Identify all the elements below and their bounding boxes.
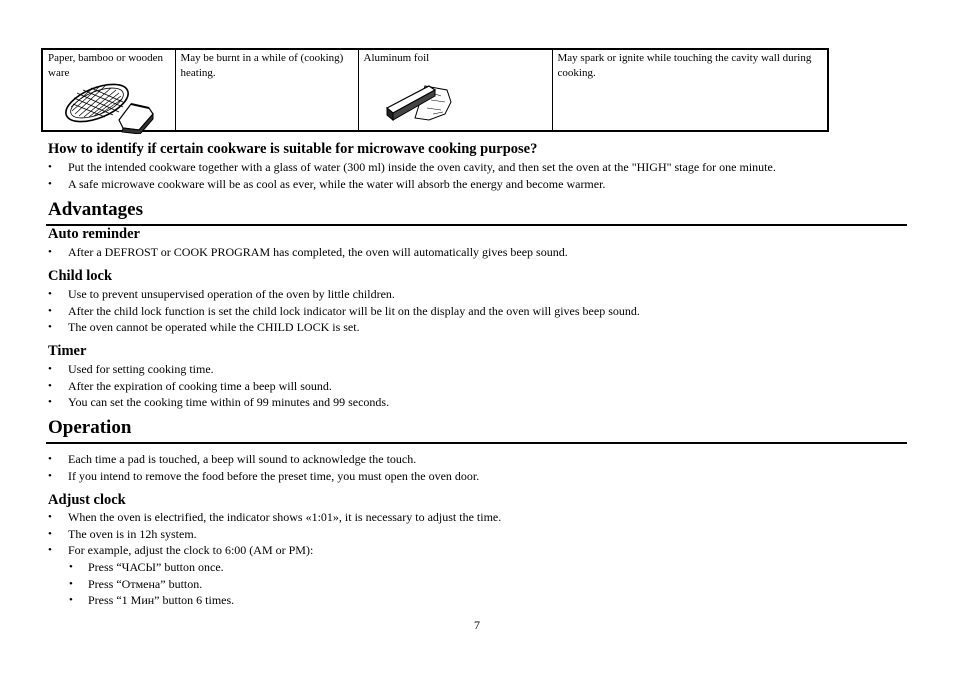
list-item	[48, 559, 234, 576]
list-item-text: After a DEFROST or COOK PROGRAM has completed, the oven will automatically gives beep sound.	[68, 245, 568, 259]
list-item	[48, 159, 776, 176]
list-item	[48, 244, 568, 261]
timer-list	[48, 361, 389, 411]
warning-text: May spark or ignite while touching the cavity wall during cooking.	[557, 52, 812, 79]
adjust-clock-steps	[48, 559, 234, 609]
child-lock-heading: Child lock	[48, 268, 113, 284]
aluminum-foil-icon	[385, 80, 457, 126]
list-item	[48, 509, 501, 526]
auto-reminder-heading: Auto reminder	[48, 226, 140, 242]
list-item-text: A safe microwave cookware will be as cool as ever, while the water will absorb the energy and become warmer.	[68, 176, 606, 191]
section-divider	[46, 442, 907, 444]
list-item-text: Press “Отмена” button.	[88, 576, 203, 591]
list-item	[48, 576, 234, 593]
list-item-text: When the oven is electrified, the indicator shows «1:01», it is necessary to adjust the time.	[68, 510, 502, 524]
list-item	[48, 361, 389, 378]
bamboo-tray-icon	[61, 78, 156, 134]
adjust-clock-heading: Adjust clock	[48, 492, 126, 508]
timer-heading: Timer	[48, 343, 87, 359]
child-lock-list	[48, 286, 640, 336]
auto-reminder-list	[48, 244, 568, 261]
bullet-icon: •	[48, 379, 52, 392]
table-cell-material	[42, 49, 175, 131]
list-item-text: Each time a pad is touched, a beep will sound to acknowledge the touch.	[68, 452, 417, 466]
list-item	[48, 176, 776, 193]
section-divider	[46, 224, 907, 226]
list-item-text: The oven is in 12h system.	[68, 526, 197, 541]
list-item-text: Use to prevent unsupervised operation of the oven by little children.	[68, 287, 395, 301]
bullet-icon: •	[48, 161, 52, 173]
bullet-icon: •	[48, 246, 52, 258]
bullet-icon: •	[69, 577, 73, 590]
adjust-clock-list	[48, 509, 501, 559]
bullet-icon: •	[48, 544, 52, 557]
bullet-icon: •	[48, 396, 52, 409]
cookware-table	[41, 48, 829, 132]
bullet-icon: •	[48, 177, 52, 190]
list-item-text: If you intend to remove the food before the preset time, you must open the oven door.	[68, 468, 480, 483]
list-item-text: Put the intended cookware together with a glass of water (300 ml) inside the oven cavity, and then set the oven at the "HIGH" stage for one minute.	[68, 160, 776, 174]
list-item	[48, 542, 501, 559]
list-item-text: Used for setting cooking time.	[68, 362, 214, 376]
list-item	[48, 378, 389, 395]
table-cell-warning	[175, 49, 358, 131]
table-cell-material	[358, 49, 552, 131]
bullet-icon: •	[48, 321, 52, 334]
list-item-text: Press “1 Мин” button 6 times.	[88, 593, 235, 608]
list-item	[48, 592, 234, 609]
operation-list	[48, 451, 479, 484]
list-item-text: After the child lock function is set the child lock indicator will be lit on the display and the oven will gives beep sound.	[68, 303, 640, 318]
bullet-icon: •	[48, 511, 52, 523]
bullet-icon: •	[48, 527, 52, 540]
bullet-icon: •	[69, 594, 73, 607]
material-label: Paper, bamboo or wooden ware	[48, 52, 164, 79]
identify-heading: How to identify if certain cookware is suitable for microwave cooking purpose?	[48, 141, 538, 157]
operation-title: Operation	[48, 417, 132, 438]
page-number: 7	[474, 618, 480, 632]
identify-list	[48, 159, 776, 192]
list-item	[48, 526, 501, 543]
list-item-text: You can set the cooking time within of 99 minutes and 99 seconds.	[68, 395, 390, 410]
advantages-title: Advantages	[48, 199, 144, 220]
bullet-icon: •	[48, 453, 52, 465]
list-item-text: Press “ЧАСЫ” button once.	[88, 560, 224, 574]
bullet-icon: •	[69, 561, 73, 573]
table-cell-warning	[552, 49, 828, 131]
list-item	[48, 303, 640, 320]
table-row	[42, 49, 828, 131]
bullet-icon: •	[48, 469, 52, 482]
list-item	[48, 451, 479, 468]
bullet-icon: •	[48, 363, 52, 375]
list-item	[48, 468, 479, 485]
bullet-icon: •	[48, 288, 52, 300]
list-item-text: The oven cannot be operated while the CHILD LOCK is set.	[68, 320, 360, 335]
list-item-text: For example, adjust the clock to 6:00 (AM or PM):	[68, 543, 314, 558]
material-label: Aluminum foil	[363, 52, 430, 64]
list-item	[48, 319, 640, 336]
list-item-text: After the expiration of cooking time a beep will sound.	[68, 378, 332, 393]
bullet-icon: •	[48, 304, 52, 317]
list-item	[48, 394, 389, 411]
warning-text: May be burnt in a while of (cooking) heating.	[180, 52, 344, 79]
list-item	[48, 286, 640, 303]
